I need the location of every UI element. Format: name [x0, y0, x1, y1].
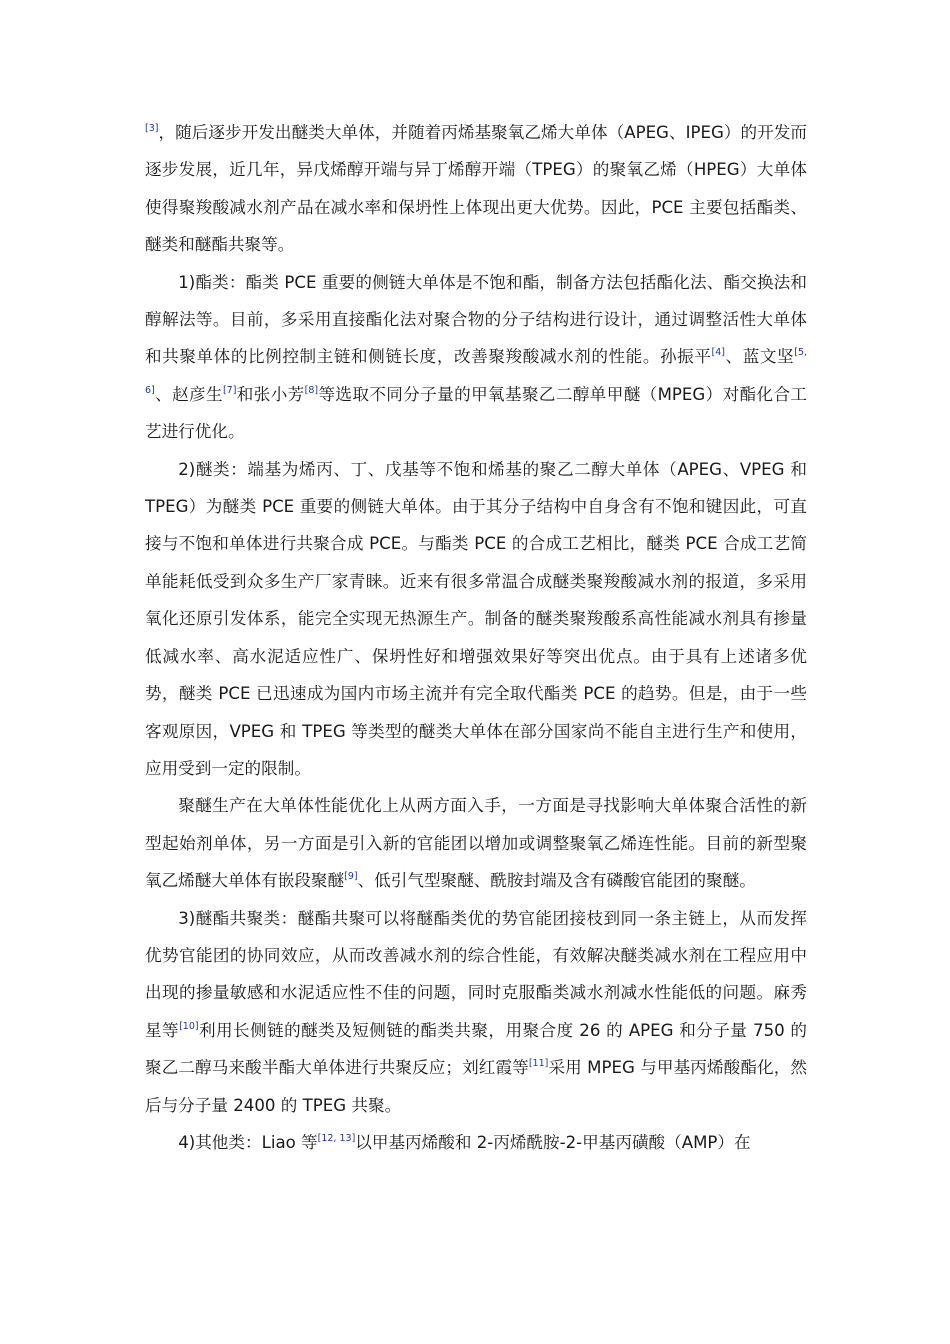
text-run: 以甲基丙烯酸和 2-丙烯酰胺-2-甲基丙磺酸（AMP）在 [355, 1132, 751, 1152]
text-run: 2)醚类：端基为烯丙、丁、戊基等不饱和烯基的聚乙二醇大单体（APEG、VPEG 和 TPEG）为醚类 PCE 重要的侧链大单体。由于其分子结构中自身含有不饱和键因此，可直接与不饱和单体进行共聚合成 PCE。与酯类 PCE 的合成工艺相比，醚类 PCE 合成工艺简单能耗低受到众多生产厂家青睐。近来有很多常温合成醚类聚羧酸减水剂的报道，多采用氧化还原引发体系，能完全实现无热源生产。制备的醚类聚羧酸系高性能减水剂具有掺量低减水率、高水泥适应性广、保坍性好和增强效果好等突出优点。由于具有上述诸多优势，醚类 PCE 已迅速成为国内市场主流并有完全取代酯类 PCE 的趋势。但是，由于一些客观原因，VPEG 和 TPEG 等类型的醚类大单体在部分国家尚不能自主进行生产和使用，应用受到一定的限制。 [145, 459, 807, 778]
text-run: 聚醚生产在大单体性能优化上从两方面入手，一方面是寻找影响大单体聚合活性的新型起始剂单体，另一方面是引入新的官能团以增加或调整聚氧乙烯连性能。目前的新型聚氧乙烯醚大单体有嵌段聚醚 [145, 796, 807, 891]
paragraph-polyether [145, 787, 807, 899]
citation-link[interactable]: [9] [344, 871, 358, 883]
citation-link[interactable]: [11] [528, 1058, 549, 1070]
text-run: 3)醚酯共聚类：醚酯共聚可以将醚酯类优的势官能团接枝到同一条主链上，从而发挥优势官能团的协同效应，从而改善减水剂的综合性能，有效解决醚类减水剂在工程应用中出现的掺量敏感和水泥适应性不佳的问题，同时克服酯类减水剂减水性能低的问题。麻秀星等 [145, 908, 807, 1040]
text-run: 1)酯类：酯类 PCE 重要的侧链大单体是不饱和酯，制备方法包括酯化法、酯交换法和醇解法等。目前，多采用直接酯化法对聚合物的分子结构进行设计，通过调整活性大单体和共聚单体的比例控制主链和侧链长度，改善聚羧酸减水剂的性能。孙振平 [145, 272, 807, 367]
citation-link[interactable]: [7] [222, 385, 237, 397]
paragraph-ethers [145, 451, 807, 788]
text-run: 和张小芳 [236, 384, 305, 404]
text-run: 、蓝文坚 [724, 347, 795, 367]
text-run: 采用 MPEG 与甲基丙烯酸酯化，然后与分子量 2400 的 TPEG 共聚。 [145, 1058, 808, 1115]
text-run: 利用长侧链的醚类及短侧链的酯类共聚，用聚合度 26 的 APEG 和分子量 750 的聚乙二醇马来酸半酯大单体进行共聚反应；刘红霞等 [145, 1020, 808, 1078]
paragraph-1 [145, 114, 807, 264]
paragraph-esters [145, 264, 807, 451]
text-run: 、低引气型聚醚、酰胺封端及含有磷酸官能团的聚醚。 [357, 871, 756, 891]
text-run: 等选取不同分子量的甲氧基聚乙二醇单甲醚（MPEG）对酯化合工艺进行优化。 [145, 384, 808, 442]
citation-link[interactable]: [10] [179, 1020, 199, 1032]
paragraph-others [145, 1124, 807, 1161]
paragraph-ether-ester [145, 900, 807, 1124]
body-text [145, 114, 807, 1161]
citation-link[interactable]: [5, 6] [145, 347, 808, 397]
citation-link[interactable]: [4] [711, 347, 725, 359]
citation-link[interactable]: [3] [145, 123, 159, 135]
text-run: 4)其他类：Liao 等 [178, 1132, 318, 1152]
text-run: ，随后逐步开发出醚类大单体，并随着丙烯基聚氧乙烯大单体（APEG、IPEG）的开发而逐步发展，近几年，异戊烯醇开端与异丁烯醇开端（TPEG）的聚氧乙烯（HPEG）大单体使得聚羧酸减水剂产品在减水率和保坍性上体现出更大优势。因此，PCE 主要包括酯类、醚类和醚酯共聚等。 [145, 123, 807, 255]
citation-link[interactable]: [12, 13] [317, 1133, 356, 1145]
citation-link[interactable]: [8] [304, 385, 319, 397]
text-run: 、赵彦生 [154, 384, 223, 404]
